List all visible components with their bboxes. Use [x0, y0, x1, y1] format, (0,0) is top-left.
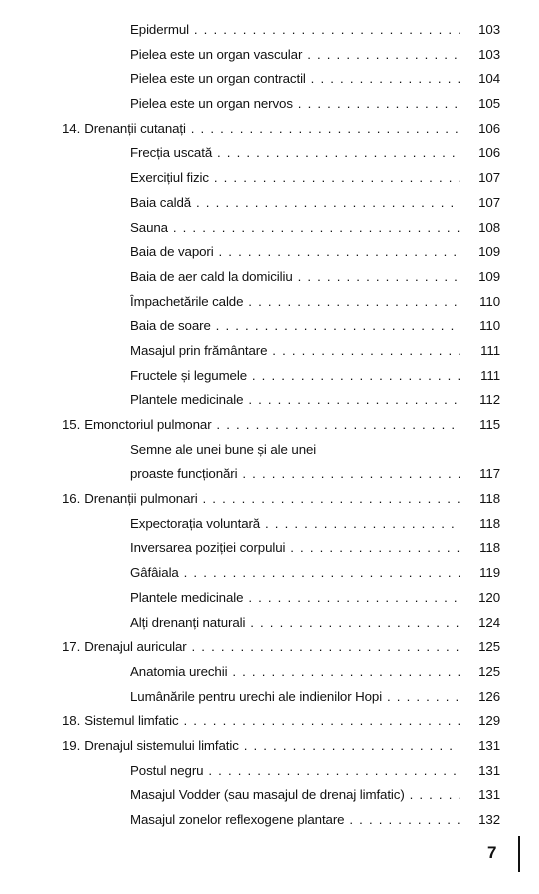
- toc-entry: [0, 314, 539, 339]
- toc-page-number: 109: [460, 240, 500, 265]
- toc-page-number: 131: [460, 759, 500, 784]
- toc-chapter-entry: [0, 487, 539, 512]
- toc-chapter-entry: [0, 413, 539, 438]
- toc-entry-title: [130, 92, 472, 117]
- toc-entry-title: [130, 364, 472, 389]
- entry-title-text: Masajul zonelor reflexogene plantare: [130, 812, 345, 827]
- chapter-number: 16.: [62, 491, 81, 507]
- toc-entry-title: [130, 314, 472, 339]
- toc-entry: [0, 759, 539, 784]
- toc-entry: [0, 685, 539, 710]
- toc-entry: [0, 18, 539, 43]
- toc-page-number: 118: [460, 512, 500, 537]
- toc-entry-title: [130, 660, 472, 685]
- entry-title-text: Masajul Vodder (sau masajul de drenaj limfatic): [130, 787, 405, 803]
- toc-page-number: 106: [460, 117, 500, 142]
- toc-entry-title: [62, 635, 472, 660]
- toc-entry-title: [130, 783, 472, 808]
- toc-entry-title: [130, 18, 472, 43]
- toc-entry-title: [130, 561, 472, 586]
- toc-entry: [0, 808, 539, 833]
- entry-title-text: Baia caldă: [130, 194, 192, 210]
- entry-title-text: Expectorația voluntară: [130, 515, 261, 531]
- entry-title-text: Baia de soare: [130, 318, 211, 334]
- toc-entry: [0, 783, 539, 808]
- toc-entry: [0, 92, 539, 117]
- entry-title-text: Gâfâiala: [130, 565, 179, 581]
- toc-entry-title: [130, 388, 472, 413]
- toc-page-number: 119: [460, 561, 500, 586]
- page-number: 7: [487, 843, 497, 862]
- toc-page-number: 105: [460, 92, 500, 117]
- entry-title-text: Sistemul limfatic: [84, 713, 179, 729]
- toc-page-number: 131: [460, 734, 500, 759]
- entry-title-text: Epidermul: [130, 22, 189, 37]
- chapter-number: 15.: [62, 417, 81, 432]
- entry-title-text: Drenajul sistemului limfatic: [84, 737, 239, 753]
- entry-title-text: Drenanții cutanați: [84, 120, 186, 136]
- toc-page-number: 108: [460, 216, 500, 241]
- entry-title-text: Baia de vapori: [130, 244, 214, 260]
- toc-page-number: 104: [460, 67, 500, 92]
- entry-title-text: Exercițiul fizic: [130, 170, 209, 186]
- toc-page-number: 111: [460, 339, 500, 364]
- toc-page-number: 115: [460, 413, 500, 438]
- entry-title-text: Fructele și legumele: [130, 367, 247, 383]
- chapter-number: 18.: [62, 713, 81, 729]
- toc-entry: [0, 364, 539, 389]
- toc-page-number: 118: [460, 487, 500, 512]
- toc-entry: [0, 191, 539, 216]
- toc-entry-title: [62, 734, 472, 759]
- toc-entry-title: [62, 709, 472, 734]
- toc-page-number: 110: [460, 290, 500, 315]
- toc-entry: [0, 290, 539, 315]
- toc-page-number: 109: [460, 265, 500, 290]
- toc-entry-title: [130, 462, 472, 487]
- toc-entry-title: [130, 43, 472, 68]
- toc-entry-title: [130, 265, 472, 290]
- toc-entry-title: [130, 512, 472, 537]
- toc-entry-title: [130, 586, 472, 611]
- entry-title-text: proaste funcționări: [130, 466, 238, 482]
- chapter-number: 19.: [62, 737, 81, 753]
- toc-entry: [0, 43, 539, 68]
- toc-chapter-entry: [0, 635, 539, 660]
- toc-entry: [0, 512, 539, 537]
- toc-entry-title: [62, 413, 472, 438]
- page-number-rule: [518, 836, 520, 872]
- toc-entry-title: [130, 438, 472, 463]
- toc-entry-title: [130, 611, 472, 636]
- toc-page-number: 103: [460, 18, 500, 43]
- toc-entry: [0, 240, 539, 265]
- entry-title-text: Masajul prin frământare: [130, 342, 268, 358]
- toc-entry: [0, 660, 539, 685]
- toc-chapter-entry: [0, 117, 539, 142]
- entry-title-text: Pielea este un organ contractil: [130, 71, 306, 87]
- toc-entry-title: [130, 290, 472, 315]
- entry-title-text: Sauna: [130, 219, 168, 235]
- toc-page-number: 124: [460, 611, 500, 636]
- toc-entry-title: [130, 166, 472, 191]
- entry-title-text: Emonctoriul pulmonar: [84, 417, 212, 432]
- toc-entry: [0, 388, 539, 413]
- toc-page-number: 107: [460, 166, 500, 191]
- toc-entry-title: [130, 67, 472, 92]
- toc-entry: [0, 216, 539, 241]
- entry-title-text: Plantele medicinale: [130, 392, 244, 408]
- toc-page-number: 106: [460, 141, 500, 166]
- toc-entry: [0, 265, 539, 290]
- toc-entry: [0, 561, 539, 586]
- entry-title-text: Lumânările pentru urechi ale indienilor Hopi: [130, 688, 383, 704]
- toc-entry: [0, 611, 539, 636]
- toc-entry-title: [62, 487, 472, 512]
- toc-entry: [0, 438, 539, 463]
- entry-title-text: Alți drenanți naturali: [130, 614, 246, 630]
- toc-entry: [0, 166, 539, 191]
- toc-entry-title: [130, 759, 472, 784]
- chapter-number: 17.: [62, 639, 81, 655]
- entry-title-text: Baia de aer cald la domiciliu: [130, 268, 293, 284]
- toc-page-number: 120: [460, 586, 500, 611]
- entry-title-text: Inversarea poziției corpului: [130, 540, 286, 556]
- toc-entry: [0, 586, 539, 611]
- toc-entry: [0, 67, 539, 92]
- entry-title-text: Drenajul auricular: [84, 639, 187, 655]
- toc-page-number: 132: [460, 808, 500, 833]
- entry-title-text: Drenanții pulmonari: [84, 491, 198, 507]
- entry-title-text: Împachetările calde: [130, 293, 244, 309]
- entry-title-text: Plantele medicinale: [130, 589, 244, 605]
- entry-title-text: Postul negru: [130, 762, 204, 778]
- entry-title-text: Pielea este un organ vascular: [130, 46, 303, 62]
- toc-page-number: 107: [460, 191, 500, 216]
- toc-chapter-entry: [0, 709, 539, 734]
- toc-page-number: 131: [460, 783, 500, 808]
- toc-entry-title: [130, 191, 472, 216]
- toc-entry-title: [130, 240, 472, 265]
- entry-title-text: Frecția uscată: [130, 145, 213, 161]
- toc-entry-title: [130, 536, 472, 561]
- toc-entry-title: [62, 117, 472, 142]
- toc-page-number: 126: [460, 685, 500, 710]
- toc-entry-title: [130, 685, 472, 710]
- toc-page-number: 103: [460, 43, 500, 68]
- toc-entry-title: [130, 808, 472, 833]
- entry-title-text: Semne ale unei bune și ale unei: [130, 441, 317, 457]
- toc-entry-title: [130, 216, 472, 241]
- toc-entry: [0, 462, 539, 487]
- toc-page-number: 111: [460, 364, 500, 389]
- toc-page-number: 117: [460, 462, 500, 487]
- toc-page-number: 129: [460, 709, 500, 734]
- toc-page-number: 125: [460, 635, 500, 660]
- entry-title-text: Pielea este un organ nervos: [130, 96, 293, 112]
- chapter-number: 14.: [62, 120, 81, 136]
- toc-page-number: 118: [460, 536, 500, 561]
- toc-entry: [0, 339, 539, 364]
- toc-page-number: 125: [460, 660, 500, 685]
- toc-entry-title: [130, 141, 472, 166]
- toc-entry-title: [130, 339, 472, 364]
- toc-chapter-entry: [0, 734, 539, 759]
- toc-entry: [0, 536, 539, 561]
- entry-title-text: Anatomia urechii: [130, 663, 228, 679]
- toc-entry: [0, 141, 539, 166]
- toc-page-number: 112: [460, 388, 500, 413]
- table-of-contents: [0, 18, 539, 833]
- toc-page-number: 110: [460, 314, 500, 339]
